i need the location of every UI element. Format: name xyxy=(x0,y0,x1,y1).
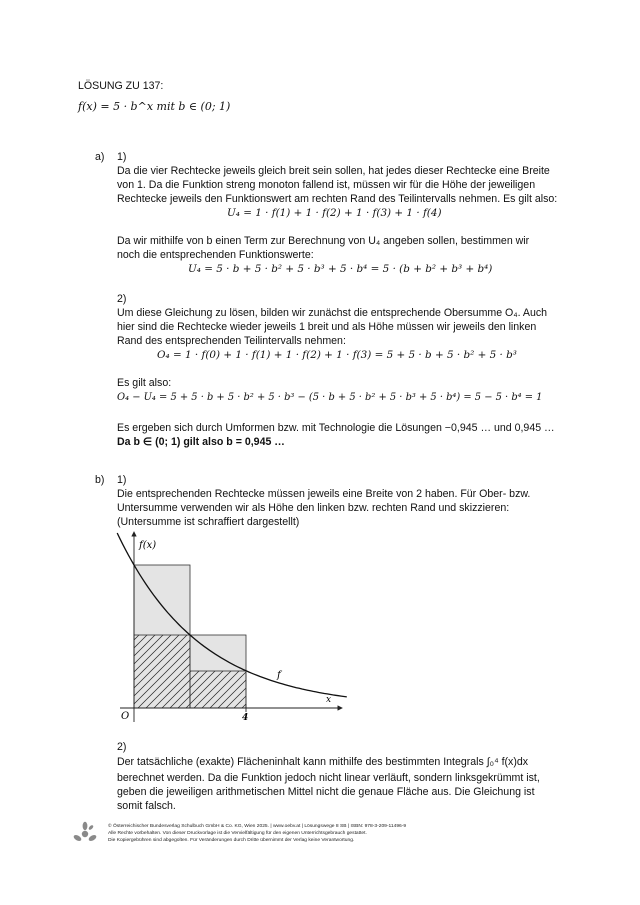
part-a-label: a) xyxy=(95,151,105,163)
curve-label-f: f xyxy=(277,670,281,681)
part-b2-text-line: somit falsch. xyxy=(117,800,176,812)
part-a2-result: Da b ∈ (0; 1) gilt also b = 0,945 … xyxy=(117,436,285,448)
part-a2-number: 2) xyxy=(117,293,127,305)
equation-u4-term: U₄ = 5 · b + 5 · b² + 5 · b³ + 5 · b⁴ = 5 · (b + b² + b³ + b⁴) xyxy=(188,263,493,275)
lower-sum-rect-1 xyxy=(134,635,190,708)
x-axis-label: x xyxy=(326,695,332,705)
y-axis-label: f(x) xyxy=(139,540,157,551)
part-a1-number: 1) xyxy=(117,151,127,163)
part-b1-text-line: Untersumme verwenden wir als Höhe den linken bzw. rechten Rand und skizzieren: xyxy=(117,502,510,514)
part-a2-text-line: hier sind die Rechtecke wieder jeweils 1 breit und als Höhe müssen wir jeweils den linken xyxy=(117,321,537,333)
equation-u4-sum: U₄ = 1 · f(1) + 1 · f(2) + 1 · f(3) + 1 · f(4) xyxy=(227,207,442,219)
part-b2-text-line: berechnet werden. Da die Funktion jedoch nicht linear verläuft, sondern linksgekrümmt ist, xyxy=(117,772,540,784)
origin-label: O xyxy=(121,711,130,722)
part-b2-text-line: geben die jeweiligen arithmetischen Mittel nicht die genaue Fläche aus. Die Gleichung ist xyxy=(117,786,535,798)
part-a2-text-line: Rand des entsprechenden Teilintervalls nehmen: xyxy=(117,335,346,347)
part-a1-text-line: noch die entsprechenden Funktionswerte: xyxy=(117,249,314,261)
part-b2-number: 2) xyxy=(117,741,127,753)
part-a1-text-line: Rechtecke jeweils den Funktionswert am rechten Rand des Teilintervalls nehmen. Es gilt also: xyxy=(117,193,558,205)
footer-disclaimer: Die Kopiergebühren sind abgegolten. Für Veränderungen durch Dritte übernimmt der Verlag keine Verantwortung. xyxy=(108,838,355,843)
part-a2-text-line: Um diese Gleichung zu lösen, bilden wir zunächst die entsprechende Obersumme O₄. Auch xyxy=(117,307,548,319)
function-definition: f(x) = 5 · b^x mit b ∈ (0; 1) xyxy=(78,100,231,113)
part-a2-text-line: Es gilt also: xyxy=(117,377,172,389)
page-heading: LÖSUNG ZU 137: xyxy=(78,80,164,92)
footer-rights: Alle Rechte vorbehalten. Von dieser Druckvorlage ist die Vervielfältigung für den eigenen Unterrichtsgebrauch gestattet. xyxy=(108,831,367,836)
publisher-logo-icon xyxy=(72,821,98,847)
part-b1-text-line: (Untersumme ist schraffiert dargestellt) xyxy=(117,516,300,528)
part-b1-number: 1) xyxy=(117,474,127,486)
equation-o4: O₄ = 1 · f(0) + 1 · f(1) + 1 · f(2) + 1 · f(3) = 5 + 5 · b + 5 · b² + 5 · b³ xyxy=(157,349,517,361)
part-a1-text-line: Da die vier Rechtecke jeweils gleich breit sein sollen, hat jedes dieser Rechtecke eine Breite xyxy=(117,165,550,177)
riemann-sum-sketch xyxy=(110,528,350,728)
part-b1-text-line: Die entsprechenden Rechtecke müssen jeweils eine Breite von 2 haben. Für Ober- bzw. xyxy=(117,488,531,500)
part-b2-text-line: Der tatsächliche (exakte) Flächeninhalt kann mithilfe des bestimmten Integrals ∫₀⁴ f(x)dx xyxy=(117,756,529,768)
part-b-label: b) xyxy=(95,474,105,486)
equation-o4-minus-u4: O₄ − U₄ = 5 + 5 · b + 5 · b² + 5 · b³ − (5 · b + 5 · b² + 5 · b³ + 5 · b⁴) = 5 − 5 · b⁴ = 1 xyxy=(117,392,543,403)
part-a1-text-line: Da wir mithilfe von b einen Term zur Berechnung von U₄ angeben sollen, bestimmen wir xyxy=(117,235,530,247)
x-tick-label-4: 4 xyxy=(242,713,249,723)
part-a2-text-line: Es ergeben sich durch Umformen bzw. mit Technologie die Lösungen −0,945 … und 0,945 … xyxy=(117,422,555,434)
part-a1-text-line: von 1. Da die Funktion streng monoton fallend ist, müssen wir für die Höhe der jeweiligen xyxy=(117,179,536,191)
footer-copyright: © Österreichischer Bundesverlag Schulbuch GmbH & Co. KG, Wien 2025. | www.oebv.at | Lösungswege 8 SB | ISBN: 978-3-209-11496-9 xyxy=(108,824,407,829)
lower-sum-rect-2 xyxy=(190,671,246,708)
